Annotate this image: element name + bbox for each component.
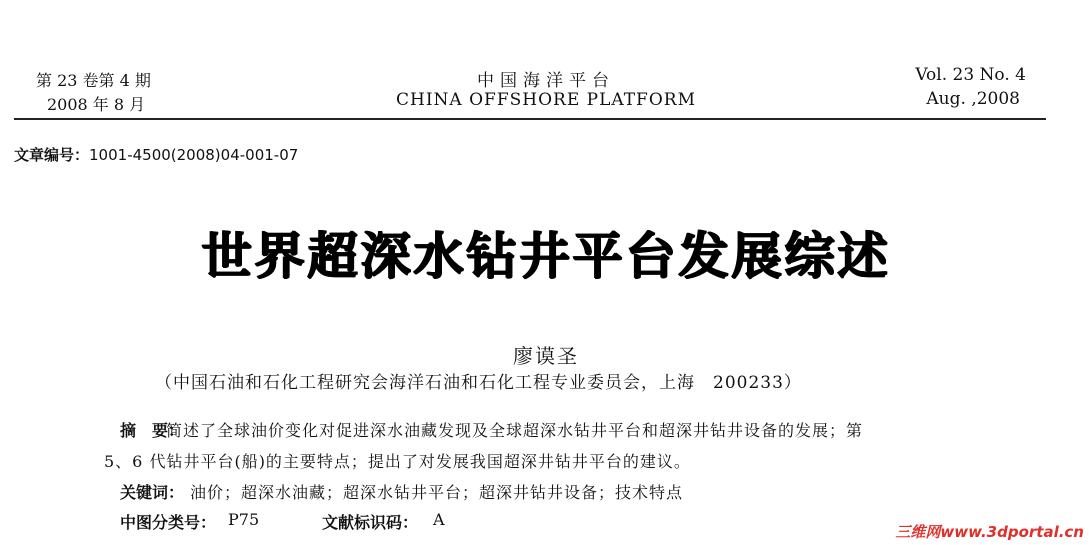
article-title: 世界超深水钻井平台发展综述 [201,227,891,285]
site-watermark: 三维网www.3dportal.cn [895,523,1084,541]
abstract-text-line2: 5、6 代钻井平台(船)的主要特点；提出了对发展我国超深井钻井平台的建议。 [104,452,691,471]
abstract-label: 摘 要： [120,421,185,440]
classification-label: 中图分类号： [120,513,217,532]
journal-volume-en: Vol. 23 No. 4 [915,65,1026,85]
journal-date-en: Aug. ,2008 [926,89,1020,109]
journal-date-cn: 2008 年 8 月 [47,95,146,114]
abstract-text-line1: 简述了全球油价变化对促进深水油藏发现及全球超深水钻井平台和超深井钻井设备的发展；第 [166,421,864,440]
author-affiliation: （中国石油和石化工程研究会海洋石油和石化工程专业委员会，上海 200233） [155,373,802,393]
keywords-value: 油价；超深水油藏；超深水钻井平台；超深井钻井设备；技术特点 [190,483,684,502]
journal-name-en: CHINA OFFSHORE PLATFORM [395,90,696,110]
document-code-value: A [433,510,445,529]
classification-value: P75 [228,510,260,529]
article-number-label: 文章编号： [14,146,90,164]
journal-name-cn: 中国海洋平台 [477,71,615,91]
article-number [14,144,298,165]
keywords-label: 关键词： [120,483,185,502]
header-divider [14,118,1046,120]
journal-volume-issue: 第 23 卷第 4 期 [36,71,151,90]
article-number-value: 1001-4500(2008)04-001-07 [89,146,299,164]
author-name: 廖谟圣 [513,344,579,368]
document-code-label: 文献标识码： [322,513,419,532]
